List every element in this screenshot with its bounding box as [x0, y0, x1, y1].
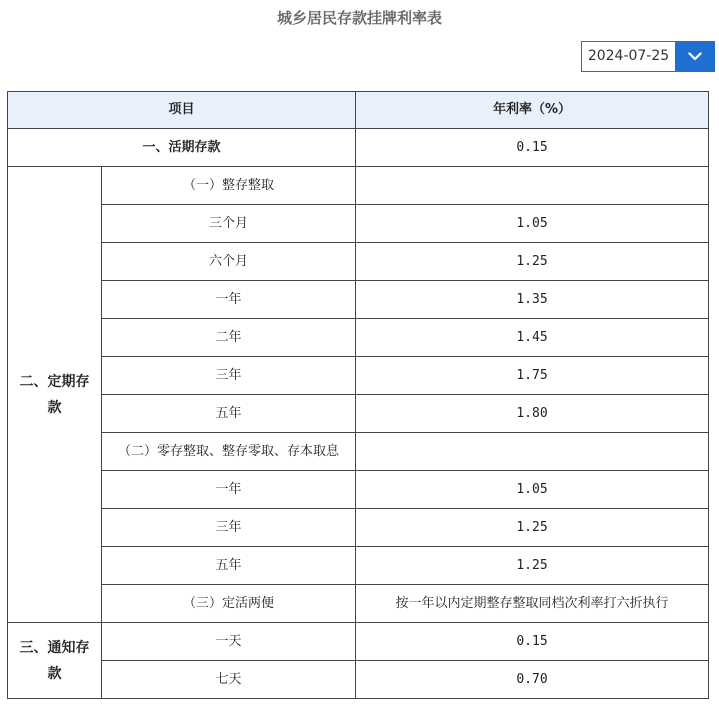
term-cell: 三年: [102, 357, 356, 395]
date-select-value[interactable]: 2024-07-25: [587, 48, 670, 64]
table-header-row: [8, 92, 709, 129]
rate-cell: 1.80: [356, 395, 709, 433]
table-row: [8, 585, 709, 623]
rate-cell: 1.45: [356, 319, 709, 357]
term-cell: 五年: [102, 395, 356, 433]
fixed-sub1-label: （一）整存整取: [102, 167, 356, 205]
table-row: [8, 433, 709, 471]
notice-group-label: 三、通知存款: [19, 639, 90, 682]
table-row: [8, 167, 709, 205]
table-row-demand: [8, 129, 709, 167]
table-row: [8, 547, 709, 585]
table-row: [8, 661, 709, 699]
term-cell: 一天: [102, 623, 356, 661]
date-select-toggle-button[interactable]: [675, 42, 714, 71]
table-row: [8, 357, 709, 395]
rate-cell: 0.15: [356, 623, 709, 661]
page-title: 城乡居民存款挂牌利率表: [276, 9, 442, 27]
rate-cell: 1.05: [356, 471, 709, 509]
table-row: [8, 471, 709, 509]
term-cell: 七天: [102, 661, 356, 699]
fixed-sub1-rate: [356, 167, 709, 205]
notice-group-cell: [8, 623, 102, 699]
table-row: [8, 205, 709, 243]
fixed-group-cell: [8, 167, 102, 623]
term-cell: 六个月: [102, 243, 356, 281]
term-cell: 三个月: [102, 205, 356, 243]
header-item: 项目: [8, 92, 356, 129]
term-cell: 三年: [102, 509, 356, 547]
interest-rate-table: [7, 91, 709, 699]
date-select[interactable]: [581, 41, 715, 72]
rate-cell: 1.75: [356, 357, 709, 395]
rate-cell: 1.35: [356, 281, 709, 319]
demand-rate: 0.15: [356, 129, 709, 167]
fixed-sub3-rate: 按一年以内定期整存整取同档次利率打六折执行: [356, 585, 709, 623]
table-row: [8, 243, 709, 281]
header-rate: 年利率（%）: [356, 92, 709, 129]
rate-cell: 1.25: [356, 243, 709, 281]
table-row: [8, 509, 709, 547]
term-cell: 一年: [102, 471, 356, 509]
demand-label: 一、活期存款: [8, 129, 356, 167]
term-cell: 二年: [102, 319, 356, 357]
term-cell: 五年: [102, 547, 356, 585]
rate-cell: 1.05: [356, 205, 709, 243]
term-cell: 一年: [102, 281, 356, 319]
table-row: [8, 623, 709, 661]
rate-cell: 0.70: [356, 661, 709, 699]
table-row: [8, 281, 709, 319]
table-row: [8, 319, 709, 357]
table-row: [8, 395, 709, 433]
fixed-group-label: 二、定期存款: [19, 373, 90, 416]
chevron-down-icon: [688, 52, 702, 61]
fixed-sub2-rate: [356, 433, 709, 471]
fixed-sub2-label: （二）零存整取、整存零取、存本取息: [102, 433, 356, 471]
rate-cell: 1.25: [356, 509, 709, 547]
fixed-sub3-label: （三）定活两便: [102, 585, 356, 623]
rate-cell: 1.25: [356, 547, 709, 585]
